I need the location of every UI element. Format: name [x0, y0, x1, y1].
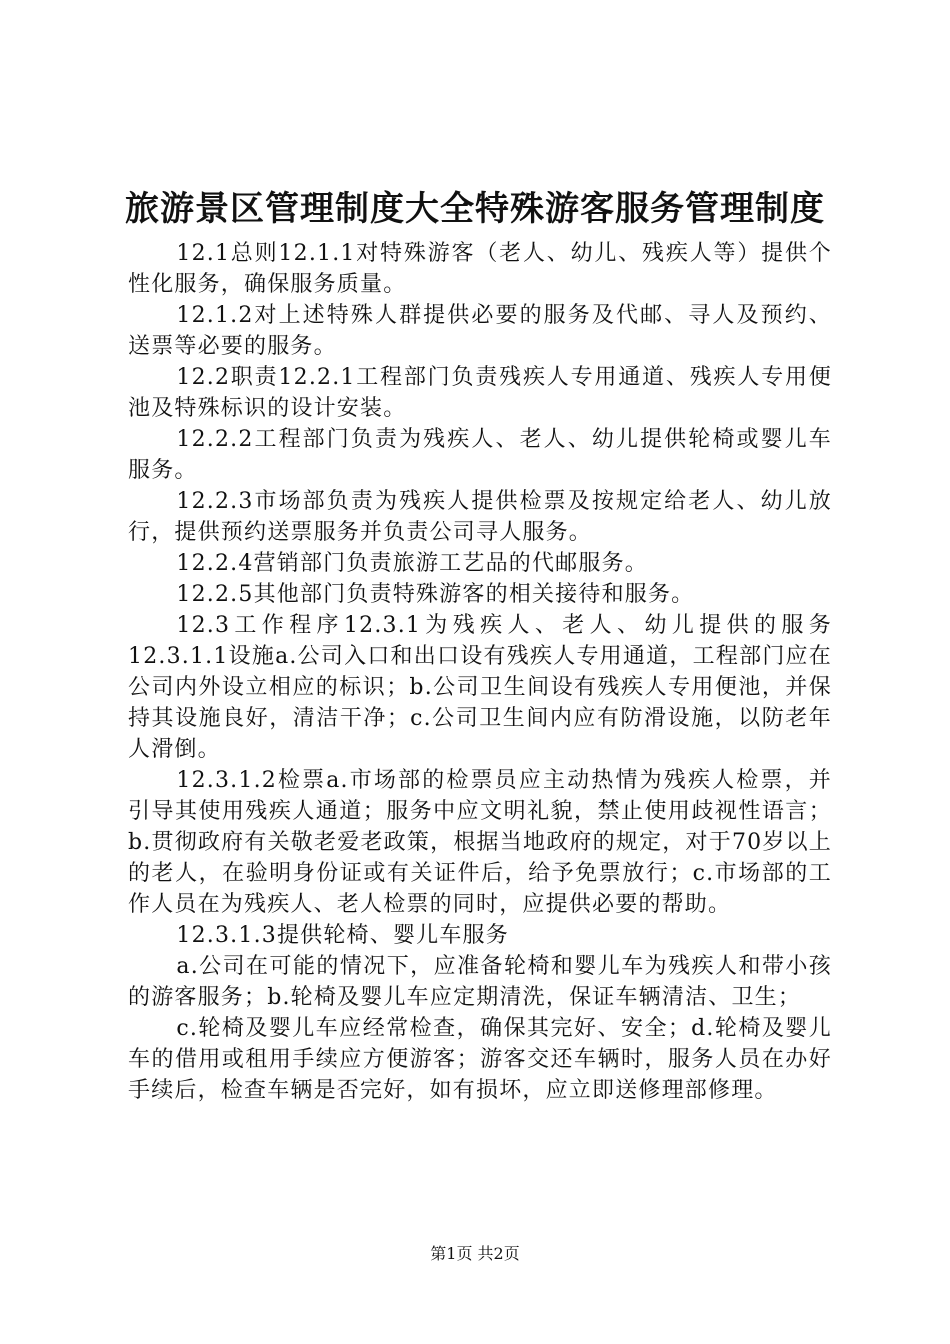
- page-footer: 第1页 共2页: [430, 1244, 520, 1263]
- paragraph: 12.1.2对上述特殊人群提供必要的服务及代邮、寻人及预约、送票等必要的服务。: [128, 303, 832, 359]
- paragraph: 12.1总则12.1.1对特殊游客（老人、幼儿、残疾人等）提供个性化服务，确保服务质量。: [128, 241, 832, 297]
- paragraph: 12.2.5其他部门负责特殊游客的相关接待和服务。: [176, 582, 695, 607]
- paragraph: 12.3工作程序12.3.1为残疾人、老人、幼儿提供的服务12.3.1.1设施a.公司入口和出口设有残疾人专用通道，工程部门应在公司内外设立相应的标识；b.公司卫生间设有残疾人专用便池，并保持其设施良好，清洁干净；c.公司卫生间内应有防滑设施，以防老年人滑倒。: [128, 613, 832, 762]
- paragraph: 12.2.4营销部门负责旅游工艺品的代邮服务。: [176, 551, 648, 576]
- document-title: 旅游景区管理制度大全特殊游客服务管理制度: [125, 189, 825, 229]
- paragraph: 12.3.1.2检票a.市场部的检票员应主动热情为残疾人检票，并引导其使用残疾人通道；服务中应文明礼貌，禁止使用歧视性语言；b.贯彻政府有关敬老爱老政策，根据当地政府的规定，对于70岁以上的老人，在验明身份证或有关证件后，给予免票放行；c.市场部的工作人员在为残疾人、老人检票的同时，应提供必要的帮助。: [128, 768, 832, 917]
- document-body: [128, 238, 832, 1106]
- paragraph: a.公司在可能的情况下，应准备轮椅和婴儿车为残疾人和带小孩的游客服务；b.轮椅及婴儿车应定期清洗，保证车辆清洁、卫生；: [128, 954, 832, 1010]
- paragraph: 12.3.1.3提供轮椅、婴儿车服务: [176, 923, 509, 948]
- paragraph: 12.2.3市场部负责为残疾人提供检票及按规定给老人、幼儿放行，提供预约送票服务并负责公司寻人服务。: [128, 489, 832, 545]
- paragraph: 12.2职责12.2.1工程部门负责残疾人专用通道、残疾人专用便池及特殊标识的设计安装。: [128, 365, 832, 421]
- paragraph: c.轮椅及婴儿车应经常检查，确保其完好、安全；d.轮椅及婴儿车的借用或租用手续应方便游客；游客交还车辆时，服务人员在办好手续后，检查车辆是否完好，如有损坏，应立即送修理部修理。: [128, 1016, 832, 1103]
- paragraph: 12.2.2工程部门负责为残疾人、老人、幼儿提供轮椅或婴儿车服务。: [128, 427, 832, 483]
